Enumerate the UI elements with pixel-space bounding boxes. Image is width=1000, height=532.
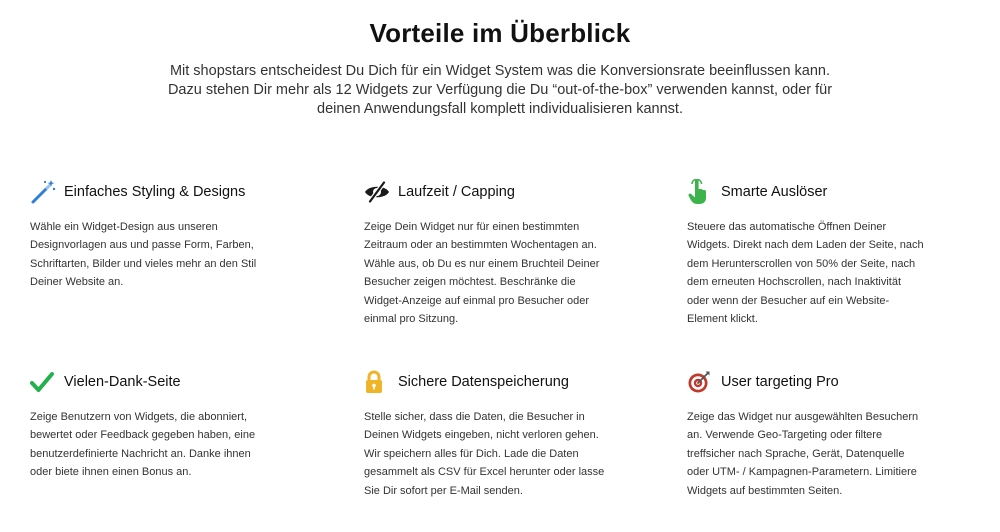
feature-description (687, 408, 987, 500)
description-line: oder wenn der Besucher auf ein Website- (687, 294, 890, 307)
description-line: Widgets. Direkt nach dem Laden der Seite, nach (687, 239, 924, 252)
description-line: dem Herunterscrollen von 50% der Seite, nach (687, 257, 916, 270)
feature-title: Sichere Datenspeicherung (398, 374, 569, 390)
feature-description (30, 408, 330, 482)
feature-header (30, 179, 330, 205)
intro-line: Mit shopstars entscheidest Du Dich für ein Widget System was die Konversionsrate beeinflussen kann. (169, 63, 831, 79)
feature-header (364, 369, 664, 395)
feature-smart-triggers (687, 179, 987, 328)
description-line: Steuere das automatische Öffnen Deiner (687, 221, 887, 233)
section-title: Vorteile im Überblick (369, 18, 631, 48)
intro-line: deinen Anwendungsfall komplett individualisieren kannst. (317, 101, 683, 117)
feature-secure-storage (364, 369, 664, 500)
description-line: Zeige Dein Widget nur für einen bestimmten (364, 221, 580, 233)
feature-description (30, 218, 330, 292)
feature-description (364, 408, 664, 500)
description-line: dem erneuten Hochscrollen, nach Inaktivität (687, 276, 902, 289)
feature-title: Smarte Auslöser (721, 184, 828, 200)
description-line: Deiner Website an. (30, 276, 124, 289)
feature-description (687, 218, 987, 328)
feature-header (30, 369, 330, 395)
description-line: treffsicher nach Sprache, Gerät, Datenquelle (687, 447, 905, 460)
magic-wand-icon (30, 179, 58, 205)
description-line: oder UTM- / Kampagnen-Parametern. Limitiere (687, 466, 917, 479)
feature-title: User targeting Pro (721, 374, 839, 390)
feature-description (364, 218, 664, 328)
feature-user-targeting (687, 369, 987, 500)
feature-title: Vielen-Dank-Seite (64, 374, 181, 390)
feature-title: Laufzeit / Capping (398, 184, 515, 200)
description-line: gesammelt als CSV für Excel herunter oder lasse (364, 466, 605, 479)
checkmark-icon (30, 369, 58, 395)
description-line: Stelle sicher, dass die Daten, die Besucher in (364, 411, 585, 423)
description-line: Zeige Benutzern von Widgets, die abonniert, (30, 411, 248, 423)
feature-title: Einfaches Styling & Designs (64, 184, 246, 200)
description-line: bewertet oder Feedback gegeben haben, eine (30, 429, 256, 442)
pointer-hand-icon (687, 179, 715, 205)
padlock-icon (364, 369, 392, 395)
description-line: Sie Dir sofort per E-Mail senden. (364, 484, 523, 497)
feature-header (687, 369, 987, 395)
description-line: Wähle ein Widget-Design aus unseren (30, 221, 218, 233)
description-line: Zeitraum oder an bestimmten Wochentagen an. (364, 239, 597, 252)
intro-text (150, 62, 850, 119)
feature-styling (30, 179, 330, 292)
description-line: oder biete ihnen einen Bonus an. (30, 466, 192, 479)
description-line: Zeige das Widget nur ausgewählten Besuchern (687, 411, 919, 423)
feature-runtime-capping (364, 179, 664, 328)
description-line: Designvorlagen aus und passe Form, Farben, (30, 239, 254, 252)
feature-header (364, 179, 664, 205)
description-line: Wir speichern alles für Dich. Lade die Daten (364, 447, 579, 460)
description-line: benutzerdefinierte Nachricht an. Danke ihnen (30, 447, 251, 460)
description-line: Deinen Widgets eingeben, nicht verloren gehen. (364, 429, 599, 442)
target-icon (687, 369, 715, 395)
eye-slash-icon (364, 179, 392, 205)
description-line: an. Verwende Geo-Targeting oder filtere (687, 429, 883, 442)
description-line: Widgets auf bestimmten Seiten. (687, 484, 843, 497)
description-line: Schriftarten, Bilder und vieles mehr an den Stil (30, 257, 257, 270)
description-line: Widget-Anzeige auf einmal pro Besucher oder (364, 294, 590, 307)
feature-thank-you-page (30, 369, 330, 482)
intro-line: Dazu stehen Dir mehr als 12 Widgets zur Verfügung die Du “out-of-the-box” verwenden kannst, oder für (167, 82, 833, 98)
description-line: Besucher zeigen möchtest. Beschränke die (364, 276, 576, 289)
description-line: Wähle aus, ob Du es nur einem Bruchteil Deiner (364, 257, 600, 270)
description-line: einmal pro Sitzung. (364, 313, 459, 326)
description-line: Element klickt. (687, 313, 758, 326)
feature-header (687, 179, 987, 205)
